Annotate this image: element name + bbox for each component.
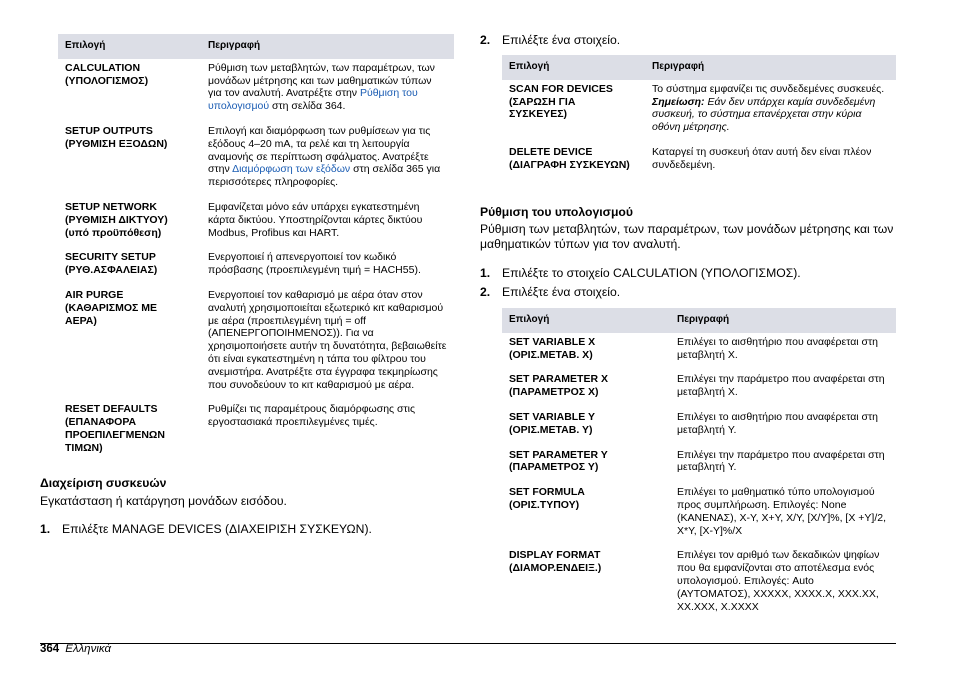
option-cell: SETUP OUTPUTS (ΡΥΘΜΙΣΗ ΕΞΟΔΩΝ) [65,124,168,150]
calc-step-1: 1. Επιλέξτε το στοιχείο CALCULATION (ΥΠΟΛΟΓΙΣΜΟΣ). [480,266,801,280]
link-calculation-setup[interactable]: Ρύθμιση του υπολογισμού [208,87,418,113]
header-option: Επιλογή [58,34,201,59]
option-cell: SET FORMULA (ΟΡΙΣ.ΤΥΠΟΥ) [509,486,585,511]
option-cell: SET PARAMETER Y (ΠΑΡΑΜΕΤΡΟΣ Υ) [509,448,608,474]
options-table [58,34,454,464]
table-row [58,122,454,198]
header-description: Περιγραφή [670,308,896,333]
table-row [58,248,454,286]
header-option: Επιλογή [502,55,645,80]
calc-step-2: 2. Επιλέξτε ένα στοιχείο. [480,285,621,299]
table-row [58,400,454,463]
option-cell: DELETE DEVICE (ΔΙΑΓΡΑΦΗ ΣΥΣΚΕΥΩΝ) [509,145,630,171]
option-cell: SCAN FOR DEVICES (ΣΑΡΩΣΗ ΓΙΑ ΣΥΣΚΕΥΕΣ) [509,82,613,121]
description-cell: Επιλογή και διαμόρφωση των ρυθμίσεων για τις εξόδους 4–20 mA, τα ρελέ και τη λειτουργία αναμονής σε περίπτωση σφάλματος. Ανατρέξτε στην Διαμόρφωση των εξόδων στη σελίδα 365 για περισσότερες πληροφορίες. [208,124,441,189]
calculation-setup-heading: Ρύθμιση του υπολογισμού [480,205,633,219]
table-row [502,483,896,546]
option-cell: SET VARIABLE X (ΟΡΙΣ.ΜΕΤΑΒ. Χ) [509,335,596,361]
description-cell: Ρυθμίζει τις παραμέτρους διαμόρφωσης στις εργοστασιακά προεπιλεγμένες τιμές. [208,403,416,429]
table-header-row [502,308,896,333]
option-cell: DISPLAY FORMAT (ΔΙΑΜΟΡ.ΕΝΔΕΙΞ.) [509,549,602,575]
footer-divider [40,643,896,644]
option-cell: RESET DEFAULTS (ΕΠΑΝΑΦΟΡΑ ΠΡΟΕΠΙΛΕΓΜΕΝΩΝ ΤΙΜΩΝ) [65,403,165,454]
table-header-row [58,34,454,59]
device-options-table [502,55,896,181]
option-cell: CALCULATION (ΥΠΟΛΟΓΙΣΜΟΣ) [65,61,149,87]
page-footer [40,643,111,655]
device-management-heading: Διαχείριση συσκευών [40,476,167,490]
left-column [58,34,454,464]
description-cell: Το σύστημα εμφανίζει τις συνδεδεμένες συσκευές. Σημείωση: Εάν δεν υπάρχει καμία συνδεδεμένη συσκευή, το σύστημα επανέρχεται στην κύρια οθόνη μέτρησης. [645,80,896,143]
description-cell: Ενεργοποιεί ή απενεργοποιεί τον κωδικό πρόσβασης (προεπιλεγμένη τιμή = HACH55). [208,251,421,277]
calc-table-wrap [502,308,896,622]
description-cell: Καταργεί τη συσκευή όταν αυτή δεν είναι πλέον συνδεδεμένη. [652,145,872,171]
table-header-row [502,55,896,80]
table-row [502,80,896,143]
header-description: Περιγραφή [645,55,896,80]
device-step-2: 2. Επιλέξτε ένα στοιχείο. [480,33,621,47]
table-row [502,143,896,181]
table-row [502,546,896,622]
calculation-options-table [502,308,896,622]
page-number: 364 [40,643,60,655]
footer-language: Ελληνικά [65,643,112,655]
header-option: Επιλογή [502,308,670,333]
option-cell: SECURITY SETUP (ΡΥΘ.ΑΣΦΑΛΕΙΑΣ) [65,251,158,277]
description-cell: Επιλέγει τον αριθμό των δεκαδικών ψηφίων που θα εμφανίζονται στο αποτέλεσμα ενός υπολογισμού. Επιλογές: Auto (ΑΥΤΟΜΑΤΟΣ), XXXXX, XXXX.X, XXX.XX, XX.XXX, X.XXXX [677,549,880,613]
option-cell: SETUP NETWORK (ΡΥΘΜΙΣΗ ΔΙΚΤΥΟΥ) (υπό προϋπόθεση) [65,200,168,239]
header-description: Περιγραφή [201,34,454,59]
table-row [58,286,454,400]
calculation-setup-intro: Ρύθμιση των μεταβλητών, των παραμέτρων, των μονάδων μέτρησης και των μαθηματικών τύπων για τον αναλυτή. [480,222,894,251]
table-row [58,59,454,122]
description-cell: Ρύθμιση των μεταβλητών, των παραμέτρων, των μονάδων μέτρησης και των μαθηματικών τύπων για τον αναλυτή. Ανατρέξτε στην Ρύθμιση του υπολογισμού στη σελίδα 364. [208,61,435,113]
device-table-wrap [502,55,896,181]
table-row [58,198,454,248]
table-row [502,333,896,371]
description-cell: Επιλέγει την παράμετρο που αναφέρεται στη μεταβλητή X. [677,373,885,399]
table-row [502,446,896,484]
description-cell: Επιλέγει το αισθητήριο που αναφέρεται στη μεταβλητή X. [677,335,878,361]
description-cell: Επιλέγει την παράμετρο που αναφέρεται στη μεταβλητή Y. [677,448,885,474]
table-row [502,408,896,446]
description-cell: Επιλέγει το μαθηματικό τύπο υπολογισμού προς συμπλήρωση. Επιλογές: None (ΚΑΝΕΝΑΣ), X-Y, X+Y, X/Y, [X/Y]%, [X +Y]/2, X*Y, [X-Y]%/X [677,486,887,537]
option-cell: SET PARAMETER X (ΠΑΡΑΜΕΤΡΟΣ Χ) [509,373,608,399]
device-management-intro: Εγκατάσταση ή κατάργηση μονάδων εισόδου. [40,494,287,508]
table-row [502,370,896,408]
note-text: Σημείωση: Εάν δεν υπάρχει καμία συνδεδεμένη συσκευή, το σύστημα επανέρχεται στην κύρια οθόνη μέτρησης. [652,95,876,134]
description-cell: Εμφανίζεται μόνο εάν υπάρχει εγκατεστημένη κάρτα δικτύου. Υποστηρίζονται κάρτες δικτύου Modbus, Profibus και HART. [208,200,423,239]
link-outputs-config[interactable]: Διαμόρφωση των εξόδων [232,163,351,176]
device-step-1: 1. Επιλέξτε MANAGE DEVICES (ΔΙΑΧΕΙΡΙΣΗ ΣΥΣΚΕΥΩΝ). [40,522,372,536]
description-cell: Επιλέγει το αισθητήριο που αναφέρεται στη μεταβλητή Y. [677,410,878,436]
description-cell: Ενεργοποιεί τον καθαρισμό με αέρα όταν στον αναλυτή χρησιμοποιείται εξωτερικό κιτ καθαρισμού με αέρα (προεπιλεγμένη τιμή = off (ΑΠΕΝΕΡΓΟΠΟΙΗΜΕΝΟΣ)). Για να χρησιμοποιήσετε αυτήν τη δυνατότητα, βεβαιωθείτε ότι είναι εγκατεστημένη η τάπα του φίλτρου του ανεμιστήρα. Ανατρέξτε στα έγγραφα τεκμηρίωσης που συνοδεύουν το κιτ καθαρισμού με αέρα. [208,288,447,391]
option-cell: AIR PURGE (ΚΑΘΑΡΙΣΜΟΣ ΜΕ ΑΕΡΑ) [65,288,157,327]
option-cell: SET VARIABLE Y (ΟΡΙΣ.ΜΕΤΑΒ. Υ) [509,410,595,436]
